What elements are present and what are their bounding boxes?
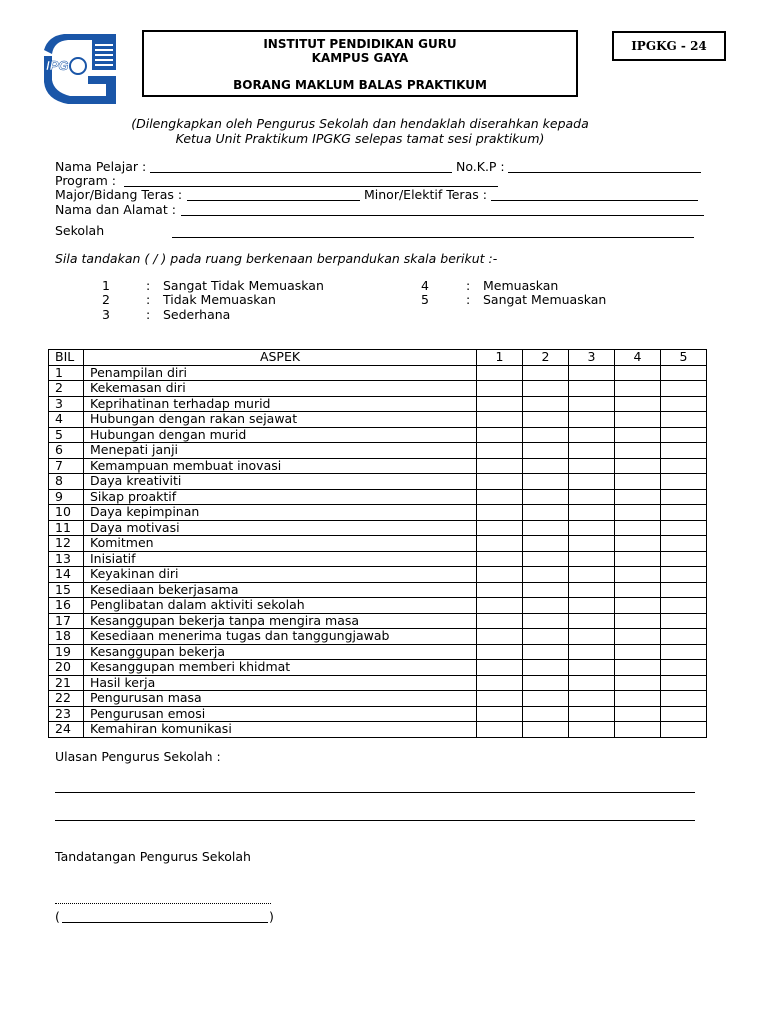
intro-line-2: Ketua Unit Praktikum IPGKG selepas tamat sesi praktikum) (175, 131, 545, 146)
scale-1-sep: : (146, 278, 151, 293)
scale-2-label: Tidak Memuaskan (163, 292, 276, 307)
rating-cell-4[interactable] (615, 474, 661, 490)
row-bil: 19 (49, 644, 84, 660)
rating-cell-2[interactable] (523, 536, 569, 552)
row-aspek: Penampilan diri (84, 365, 477, 381)
table-row (49, 691, 707, 707)
rating-cell-4[interactable] (615, 536, 661, 552)
rating-cell-5[interactable] (661, 427, 707, 443)
rating-cell-3[interactable] (569, 722, 615, 738)
row-bil: 2 (49, 381, 84, 397)
rating-cell-2[interactable] (523, 629, 569, 645)
label-nokp: No.K.P : (456, 159, 505, 174)
row-bil: 14 (49, 567, 84, 583)
rating-cell-5[interactable] (661, 675, 707, 691)
rating-cell-3[interactable] (569, 443, 615, 459)
row-aspek: Daya kreativiti (84, 474, 477, 490)
title-box (142, 30, 578, 97)
campus-name: KAMPUS GAYA (311, 51, 409, 65)
col-header-aspek: ASPEK (84, 350, 477, 366)
rating-cell-3[interactable] (569, 520, 615, 536)
col-header-2: 2 (523, 350, 569, 366)
table-row (49, 722, 707, 738)
col-header-3: 3 (569, 350, 615, 366)
form-title: BORANG MAKLUM BALAS PRAKTIKUM (233, 78, 487, 92)
row-aspek: Inisiatif (84, 551, 477, 567)
rating-cell-2[interactable] (523, 598, 569, 614)
row-bil: 5 (49, 427, 84, 443)
rating-cell-3[interactable] (569, 644, 615, 660)
table-row (49, 567, 707, 583)
col-header-5: 5 (661, 350, 707, 366)
table-row (49, 613, 707, 629)
row-aspek: Komitmen (84, 536, 477, 552)
rating-cell-4[interactable] (615, 427, 661, 443)
scale-1-label: Sangat Tidak Memuaskan (163, 278, 324, 293)
row-aspek: Kesanggupan bekerja (84, 644, 477, 660)
rating-cell-2[interactable] (523, 582, 569, 598)
row-aspek: Daya kepimpinan (84, 505, 477, 521)
instruction-text: Sila tandakan ( / ) pada ruang berkenaan berpandukan skala berikut :- (55, 251, 498, 266)
scale-5-label: Sangat Memuaskan (483, 292, 607, 307)
paren-close: ) (269, 909, 274, 924)
rating-cell-3[interactable] (569, 505, 615, 521)
row-aspek: Kesediaan bekerjasama (84, 582, 477, 598)
row-aspek: Keyakinan diri (84, 567, 477, 583)
rating-cell-2[interactable] (523, 443, 569, 459)
rating-cell-1[interactable] (477, 489, 523, 505)
row-aspek: Penglibatan dalam aktiviti sekolah (84, 598, 477, 614)
rating-cell-3[interactable] (569, 489, 615, 505)
row-bil: 22 (49, 691, 84, 707)
rating-cell-1[interactable] (477, 412, 523, 428)
rating-cell-3[interactable] (569, 536, 615, 552)
rating-cell-2[interactable] (523, 706, 569, 722)
table-row (49, 474, 707, 490)
input-ulasan-line-2[interactable] (55, 820, 695, 821)
scale-3-num: 3 (102, 307, 110, 322)
row-aspek: Kemahiran komunikasi (84, 722, 477, 738)
rating-cell-5[interactable] (661, 567, 707, 583)
rating-cell-2[interactable] (523, 381, 569, 397)
table-row (49, 443, 707, 459)
rating-cell-4[interactable] (615, 412, 661, 428)
rating-cell-2[interactable] (523, 396, 569, 412)
rating-cell-1[interactable] (477, 505, 523, 521)
rating-cell-3[interactable] (569, 396, 615, 412)
input-nama-pelajar[interactable] (150, 172, 452, 173)
scale-2-num: 2 (102, 292, 110, 307)
rating-cell-1[interactable] (477, 365, 523, 381)
rating-cell-2[interactable] (523, 644, 569, 660)
scale-2-sep: : (146, 292, 151, 307)
rating-cell-1[interactable] (477, 629, 523, 645)
label-major: Major/Bidang Teras : (55, 187, 183, 202)
rating-cell-2[interactable] (523, 489, 569, 505)
rating-cell-1[interactable] (477, 706, 523, 722)
table-row (49, 706, 707, 722)
table-row (49, 505, 707, 521)
table-row (49, 629, 707, 645)
rating-cell-4[interactable] (615, 567, 661, 583)
rating-cell-2[interactable] (523, 474, 569, 490)
row-aspek: Pengurusan emosi (84, 706, 477, 722)
row-aspek: Keprihatinan terhadap murid (84, 396, 477, 412)
rating-cell-3[interactable] (569, 675, 615, 691)
table-row (49, 660, 707, 676)
table-row (49, 396, 707, 412)
rating-cell-3[interactable] (569, 551, 615, 567)
row-bil: 13 (49, 551, 84, 567)
row-bil: 7 (49, 458, 84, 474)
rating-cell-3[interactable] (569, 567, 615, 583)
label-ulasan: Ulasan Pengurus Sekolah : (55, 749, 221, 764)
rating-cell-2[interactable] (523, 505, 569, 521)
table-row (49, 427, 707, 443)
rating-cell-3[interactable] (569, 629, 615, 645)
intro-note (100, 116, 620, 146)
ipg-logo (40, 30, 118, 108)
row-bil: 6 (49, 443, 84, 459)
row-bil: 24 (49, 722, 84, 738)
scale-5-sep: : (466, 292, 471, 307)
row-aspek: Kesanggupan bekerja tanpa mengira masa (84, 613, 477, 629)
scale-4-label: Memuaskan (483, 278, 559, 293)
signature-line[interactable] (55, 903, 271, 904)
row-bil: 3 (49, 396, 84, 412)
row-aspek: Menepati janji (84, 443, 477, 459)
table-row (49, 536, 707, 552)
rating-cell-4[interactable] (615, 675, 661, 691)
label-nama-pelajar: Nama Pelajar : (55, 159, 147, 174)
row-bil: 4 (49, 412, 84, 428)
form-code: IPGKG - 24 (612, 31, 726, 61)
rating-cell-5[interactable] (661, 412, 707, 428)
label-minor: Minor/Elektif Teras : (364, 187, 487, 202)
rating-cell-4[interactable] (615, 505, 661, 521)
rating-cell-2[interactable] (523, 551, 569, 567)
aspek-table (48, 349, 707, 738)
rating-cell-3[interactable] (569, 412, 615, 428)
rating-cell-1[interactable] (477, 644, 523, 660)
rating-cell-2[interactable] (523, 675, 569, 691)
row-aspek: Daya motivasi (84, 520, 477, 536)
row-aspek: Kemampuan membuat inovasi (84, 458, 477, 474)
intro-line-1: (Dilengkapkan oleh Pengurus Sekolah dan hendaklah diserahkan kepada (131, 116, 589, 131)
table-row (49, 675, 707, 691)
rating-cell-5[interactable] (661, 474, 707, 490)
rating-cell-5[interactable] (661, 582, 707, 598)
row-bil: 15 (49, 582, 84, 598)
row-aspek: Hasil kerja (84, 675, 477, 691)
scale-4-num: 4 (421, 278, 429, 293)
input-nokp[interactable] (508, 172, 701, 173)
scale-5-num: 5 (421, 292, 429, 307)
rating-cell-2[interactable] (523, 520, 569, 536)
table-row (49, 412, 707, 428)
row-bil: 10 (49, 505, 84, 521)
rating-cell-4[interactable] (615, 722, 661, 738)
input-ulasan-line-1[interactable] (55, 792, 695, 793)
rating-cell-5[interactable] (661, 660, 707, 676)
row-bil: 18 (49, 629, 84, 645)
label-nama-alamat: Nama dan Alamat : (55, 202, 176, 217)
row-bil: 11 (49, 520, 84, 536)
rating-cell-3[interactable] (569, 427, 615, 443)
row-bil: 12 (49, 536, 84, 552)
table-header-row (49, 350, 707, 366)
rating-cell-5[interactable] (661, 505, 707, 521)
rating-cell-4[interactable] (615, 644, 661, 660)
rating-cell-3[interactable] (569, 458, 615, 474)
row-bil: 20 (49, 660, 84, 676)
row-bil: 1 (49, 365, 84, 381)
rating-cell-5[interactable] (661, 536, 707, 552)
row-aspek: Kekemasan diri (84, 381, 477, 397)
row-bil: 9 (49, 489, 84, 505)
rating-cell-1[interactable] (477, 598, 523, 614)
rating-cell-5[interactable] (661, 520, 707, 536)
input-sekolah[interactable] (172, 237, 694, 238)
rating-cell-4[interactable] (615, 381, 661, 397)
rating-cell-5[interactable] (661, 613, 707, 629)
label-program: Program : (55, 173, 116, 188)
rating-cell-4[interactable] (615, 458, 661, 474)
rating-cell-4[interactable] (615, 551, 661, 567)
rating-cell-5[interactable] (661, 396, 707, 412)
rating-cell-1[interactable] (477, 722, 523, 738)
row-bil: 8 (49, 474, 84, 490)
rating-cell-5[interactable] (661, 458, 707, 474)
rating-cell-1[interactable] (477, 660, 523, 676)
rating-cell-5[interactable] (661, 365, 707, 381)
rating-cell-4[interactable] (615, 582, 661, 598)
svg-text:IPG: IPG (46, 58, 69, 73)
row-bil: 16 (49, 598, 84, 614)
col-header-bil: BIL (49, 350, 84, 366)
rating-cell-4[interactable] (615, 365, 661, 381)
scale-1-num: 1 (102, 278, 110, 293)
table-row (49, 551, 707, 567)
rating-cell-4[interactable] (615, 598, 661, 614)
row-aspek: Hubungan dengan rakan sejawat (84, 412, 477, 428)
rating-cell-1[interactable] (477, 396, 523, 412)
scale-3-label: Sederhana (163, 307, 231, 322)
rating-cell-3[interactable] (569, 582, 615, 598)
rating-cell-1[interactable] (477, 443, 523, 459)
rating-cell-4[interactable] (615, 660, 661, 676)
rating-cell-5[interactable] (661, 381, 707, 397)
input-minor[interactable] (491, 200, 698, 201)
institute-name: INSTITUT PENDIDIKAN GURU (263, 37, 457, 51)
rating-cell-2[interactable] (523, 660, 569, 676)
rating-cell-5[interactable] (661, 644, 707, 660)
rating-cell-5[interactable] (661, 629, 707, 645)
rating-cell-1[interactable] (477, 675, 523, 691)
rating-cell-5[interactable] (661, 706, 707, 722)
row-aspek: Kesanggupan memberi khidmat (84, 660, 477, 676)
scale-3-sep: : (146, 307, 151, 322)
table-row (49, 644, 707, 660)
rating-cell-1[interactable] (477, 458, 523, 474)
row-aspek: Pengurusan masa (84, 691, 477, 707)
rating-cell-3[interactable] (569, 381, 615, 397)
rating-cell-3[interactable] (569, 474, 615, 490)
rating-cell-5[interactable] (661, 691, 707, 707)
rating-cell-4[interactable] (615, 706, 661, 722)
rating-cell-1[interactable] (477, 613, 523, 629)
input-nama-pengurus[interactable] (62, 922, 268, 923)
rating-cell-5[interactable] (661, 722, 707, 738)
col-header-1: 1 (477, 350, 523, 366)
rating-cell-2[interactable] (523, 412, 569, 428)
rating-cell-4[interactable] (615, 443, 661, 459)
row-bil: 21 (49, 675, 84, 691)
rating-cell-2[interactable] (523, 722, 569, 738)
row-bil: 23 (49, 706, 84, 722)
table-row (49, 520, 707, 536)
scale-4-sep: : (466, 278, 471, 293)
rating-cell-3[interactable] (569, 365, 615, 381)
table-row (49, 458, 707, 474)
rating-cell-3[interactable] (569, 691, 615, 707)
table-row (49, 598, 707, 614)
rating-cell-2[interactable] (523, 458, 569, 474)
col-header-4: 4 (615, 350, 661, 366)
input-nama-alamat[interactable] (181, 215, 704, 216)
label-sekolah: Sekolah (55, 223, 105, 238)
rating-cell-2[interactable] (523, 427, 569, 443)
rating-cell-4[interactable] (615, 629, 661, 645)
rating-cell-1[interactable] (477, 381, 523, 397)
rating-cell-5[interactable] (661, 598, 707, 614)
rating-cell-1[interactable] (477, 551, 523, 567)
rating-cell-2[interactable] (523, 613, 569, 629)
rating-cell-5[interactable] (661, 489, 707, 505)
rating-cell-1[interactable] (477, 474, 523, 490)
rating-cell-1[interactable] (477, 520, 523, 536)
rating-cell-4[interactable] (615, 613, 661, 629)
table-row (49, 489, 707, 505)
rating-cell-4[interactable] (615, 489, 661, 505)
row-aspek: Hubungan dengan murid (84, 427, 477, 443)
rating-cell-5[interactable] (661, 551, 707, 567)
rating-cell-4[interactable] (615, 520, 661, 536)
rating-cell-3[interactable] (569, 660, 615, 676)
rating-cell-1[interactable] (477, 582, 523, 598)
rating-cell-2[interactable] (523, 567, 569, 583)
row-aspek: Kesediaan menerima tugas dan tanggungjawab (84, 629, 477, 645)
row-bil: 17 (49, 613, 84, 629)
rating-cell-4[interactable] (615, 691, 661, 707)
row-aspek: Sikap proaktif (84, 489, 477, 505)
rating-cell-1[interactable] (477, 536, 523, 552)
rating-cell-5[interactable] (661, 443, 707, 459)
rating-cell-2[interactable] (523, 691, 569, 707)
rating-cell-1[interactable] (477, 427, 523, 443)
paren-open: ( (55, 909, 60, 924)
table-row (49, 365, 707, 381)
table-row (49, 582, 707, 598)
rating-cell-1[interactable] (477, 691, 523, 707)
table-row (49, 381, 707, 397)
rating-cell-1[interactable] (477, 567, 523, 583)
rating-cell-3[interactable] (569, 706, 615, 722)
rating-cell-2[interactable] (523, 365, 569, 381)
input-major[interactable] (187, 200, 360, 201)
label-tandatangan: Tandatangan Pengurus Sekolah (55, 849, 251, 864)
rating-cell-3[interactable] (569, 598, 615, 614)
rating-cell-4[interactable] (615, 396, 661, 412)
rating-cell-3[interactable] (569, 613, 615, 629)
